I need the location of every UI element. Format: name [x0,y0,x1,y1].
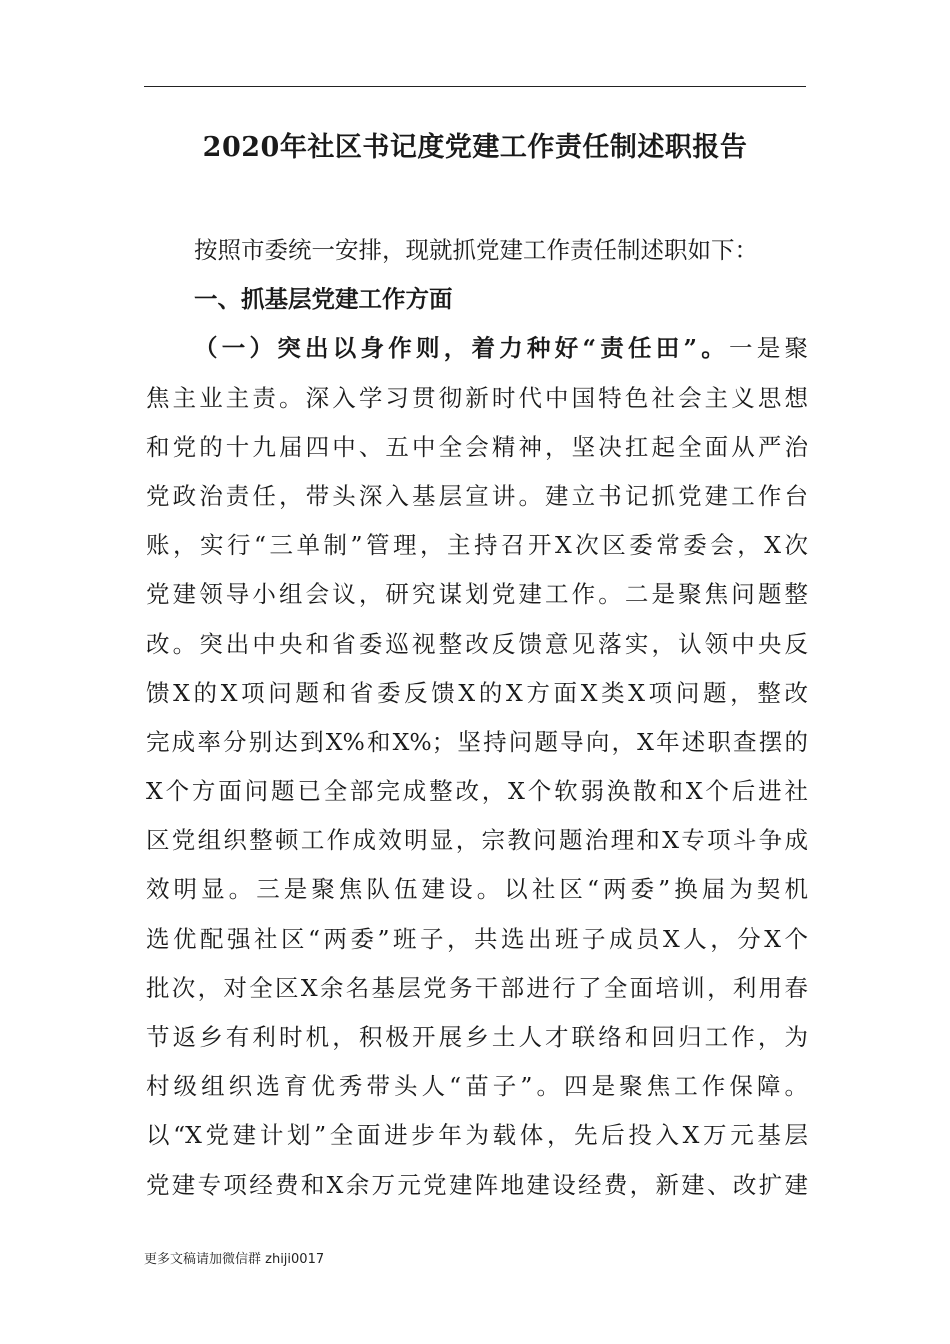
paragraph-line: X个方面问题已全部完成整改，X个软弱涣散和X个后进社 [146,777,808,806]
paragraph-line: 以“X党建计划”全面进步年为载体，先后投入X万元基层 [146,1121,808,1150]
paragraph-line: 和党的十九届四中、五中全会精神，坚决扛起全面从严治 [146,432,808,461]
paragraph-line: 焦主业主责。深入学习贯彻新时代中国特色社会主义思想 [146,383,808,412]
paragraph-line: 完成率分别达到X%和X%；坚持问题导向，X年述职查摆的 [146,727,808,756]
paragraph-line: 选优配强社区“两委”班子，共选出班子成员X人，分X个 [146,924,808,953]
paragraph-line: 账，实行“三单制”管理，主持召开X次区委常委会，X次 [146,531,808,560]
paragraph-line: 批次，对全区X余名基层党务干部进行了全面培训，利用春 [146,973,808,1002]
paragraph-line: 党建专项经费和X余万元党建阵地建设经费，新建、改扩建 [146,1170,808,1199]
paragraph-line: 党政治责任，带头深入基层宣讲。建立书记抓党建工作台 [146,481,808,510]
paragraph-line [146,324,808,373]
document-title: 2020年社区书记度党建工作责任制述职报告 [202,132,748,163]
paragraph-lead-rest: 一是聚 [729,334,808,363]
paragraph-line: 党建领导小组会议，研究谋划党建工作。二是聚焦问题整 [146,580,808,609]
paragraph-line: 节返乡有利时机，积极开展乡土人才联络和回归工作，为 [146,1023,808,1051]
paragraph-line: 村级组织选育优秀带头人“苗子”。四是聚焦工作保障。 [146,1072,808,1101]
paragraph-line: 改。突出中央和省委巡视整改反馈意见落实，认领中央反 [146,629,808,658]
section-heading: 一、抓基层党建工作方面 [194,285,453,314]
footer-note: 更多文稿请加微信群 zhiji0017 [144,1252,325,1267]
paragraph-lead: （一）突出以身作则，着力种好“责任田”。 [194,334,729,363]
header-rule [144,86,806,87]
paragraph-line: 馈X的X项问题和省委反馈X的X方面X类X项问题，整改 [146,678,808,707]
document-body [146,226,808,1210]
paragraph-line: 效明显。三是聚焦队伍建设。以社区“两委”换届为契机 [146,875,808,904]
intro-paragraph: 按照市委统一安排，现就抓党建工作责任制述职如下： [194,236,758,264]
paragraph-line: 区党组织整顿工作成效明显，宗教问题治理和X专项斗争成 [146,826,808,855]
